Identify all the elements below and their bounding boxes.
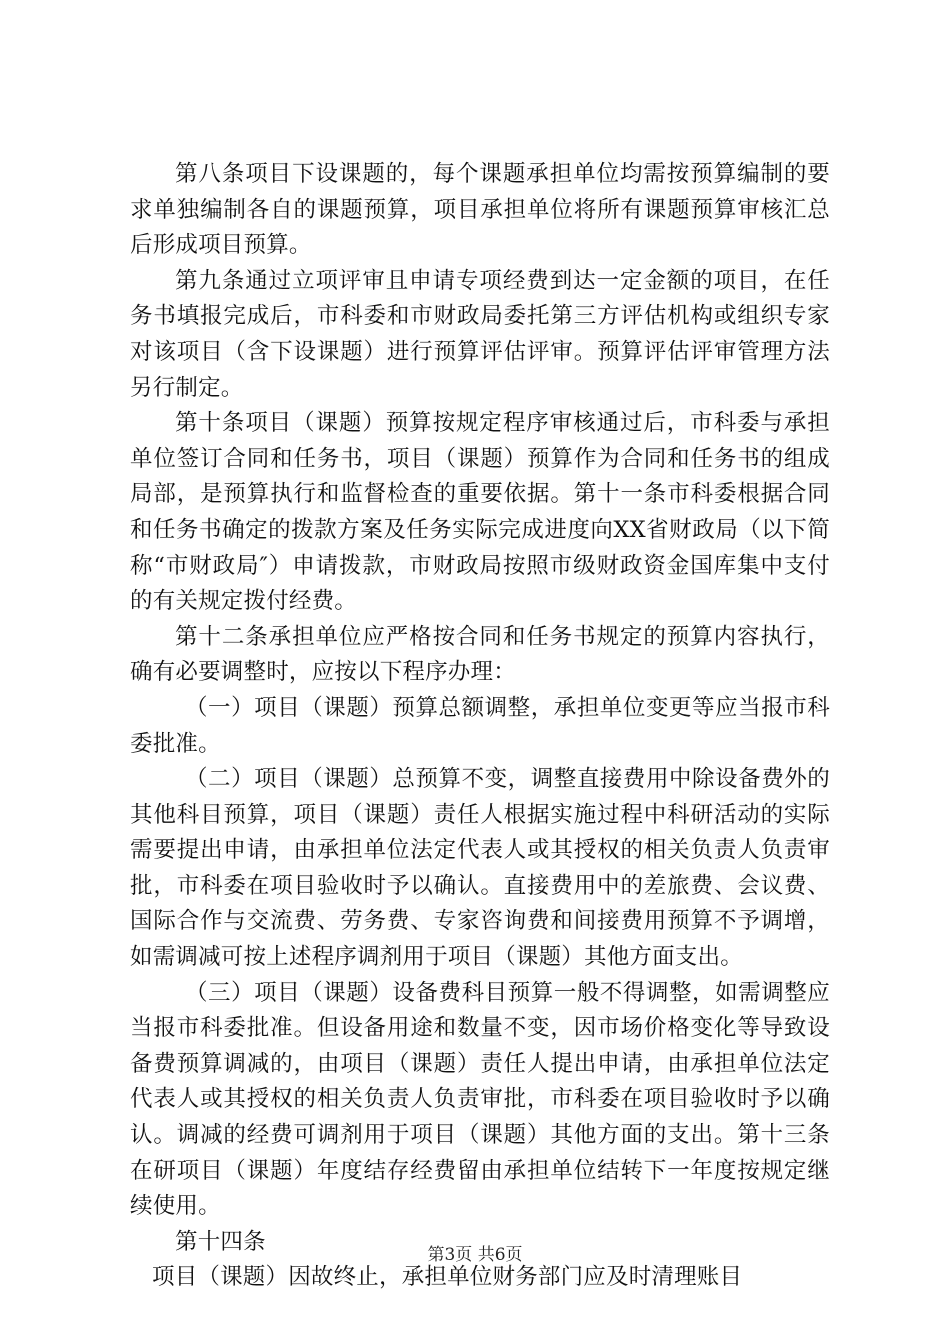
document-body [130, 157, 830, 1296]
paragraph-item-1: （一）项目（课题）预算总额调整，承担单位变更等应当报市科委批准。 [130, 694, 830, 757]
paragraph-article-10-11: 第十条项目（课题）预算按规定程序审核通过后，市科委与承担单位签订合同和任务书，项目（课题）预算作为合同和任务书的组成局部，是预算执行和监督检查的重要依据。第十一条市科委根据合同和任务书确定的拨款方案及任务实际完成进度向XX省财政局（以下简称“市财政局″）申请拨款，市财政局按照市级财政资金国库集中支付的有关规定拨付经费。 [130, 410, 830, 615]
paragraph-item-3: （三）项目（课题）设备费科目预算一般不得调整，如需调整应当报市科委批准。但设备用途和数量不变，因市场价格变化等导致设备费预算调减的，由项目（课题）责任人提出申请，由承担单位法定代表人或其授权的相关负责人负责审批，市科委在项目验收时予以确认。调减的经费可调剂用于项目（课题）其他方面的支出。第十三条在研项目（课题）年度结存经费留由承担单位结转下一年度按规定继续使用。 [130, 979, 830, 1220]
paragraph-article-8: 第八条项目下设课题的，每个课题承担单位均需按预算编制的要求单独编制各自的课题预算，项目承担单位将所有课题预算审核汇总后形成项目预算。 [130, 161, 830, 259]
paragraph-article-14-body: 项目（课题）因故终止，承担单位财务部门应及时清理账目 [152, 1264, 743, 1291]
paragraph-article-12: 第十二条承担单位应严格按合同和任务书规定的预算内容执行，确有必要调整时，应按以下程序办理： [130, 623, 830, 686]
page-number-footer: 第3页 共6页 [427, 1245, 523, 1265]
paragraph-article-9: 第九条通过立项评审且申请专项经费到达一定金额的项目，在任务书填报完成后，市科委和市财政局委托第三方评估机构或组织专家对该项目（含下设课题）进行预算评估评审。预算评估评审管理方法另行制定。 [130, 267, 830, 401]
paragraph-article-14-heading: 第十四条 [175, 1228, 266, 1255]
paragraph-item-2: （二）项目（课题）总预算不变，调整直接费用中除设备费外的其他科目预算，项目（课题）责任人根据实施过程中科研活动的实际需要提出申请，由承担单位法定代表人或其授权的相关负责人负责审批，市科委在项目验收时予以确认。直接费用中的差旅费、会议费、国际合作与交流费、劳务费、专家咨询费和间接费用预算不予调增，如需调减可按上述程序调剂用于项目（课题）其他方面支出。 [130, 766, 830, 971]
